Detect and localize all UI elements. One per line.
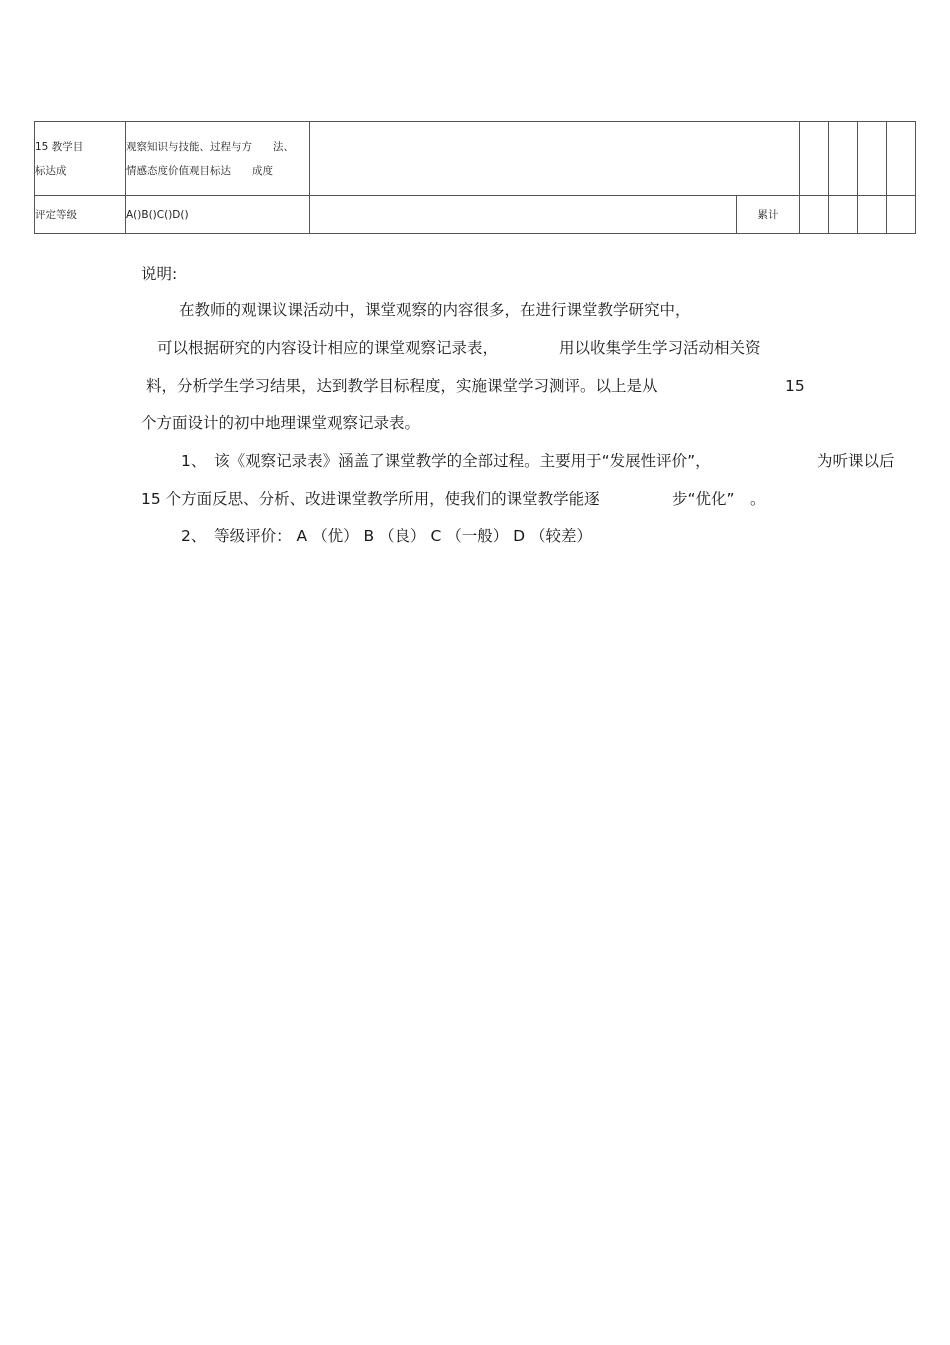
list-item-1-line2: 15 个方面反思、分析、改进课堂教学所用，使我们的课堂教学能逐	[141, 490, 600, 508]
total-label-cell: 累计	[737, 196, 800, 234]
grade-cell-d	[887, 122, 916, 196]
paragraph-line: 可以根据研究的内容设计相应的课堂观察记录表，	[157, 339, 499, 357]
list-item-1: 1、 该《观察记录表》涵盖了课堂教学的全部过程。主要用于“发展性评价”，	[181, 452, 711, 470]
total-cell-d	[887, 196, 916, 234]
grade-cell-a	[800, 122, 829, 196]
paragraph-line: 在教师的观课议课活动中，课堂观察的内容很多，在进行课堂教学研究中，	[179, 301, 691, 319]
notes-heading: 说明:	[141, 265, 178, 283]
row-description-cell	[126, 122, 310, 196]
paragraph-line: 料，分析学生学习结果，达到教学目标程度，实施课堂学习测评。以上是从	[146, 377, 658, 395]
total-cell-b	[829, 196, 858, 234]
grades-cell: A()B()C()D()	[126, 196, 310, 234]
rating-label-cell: 评定等级	[35, 196, 126, 234]
paragraph-line: 15	[785, 377, 805, 395]
row-label-line: 标达成	[35, 164, 67, 177]
table-row	[35, 122, 916, 196]
record-cell	[310, 122, 800, 196]
row-label-line: 15 教学目	[35, 140, 84, 153]
description-line: 情感态度价值观目标达 成度	[126, 164, 273, 177]
total-cell-a	[800, 196, 829, 234]
table-row	[35, 196, 916, 234]
rating-record-cell	[310, 196, 737, 234]
description-line: 观察知识与技能、过程与方 法、	[126, 140, 294, 153]
list-item-1-continued: 为听课以后	[817, 452, 895, 470]
grade-cell-b	[829, 122, 858, 196]
paragraph-line: 用以收集学生学习活动相关资	[559, 339, 761, 357]
list-item-1-line2-end: 步“优化” 。	[672, 490, 766, 508]
list-item-2: 2、 等级评价： A （优） B （良） C （一般） D （较差）	[181, 527, 593, 545]
paragraph-line: 个方面设计的初中地理课堂观察记录表。	[141, 414, 421, 432]
grade-cell-c	[858, 122, 887, 196]
total-cell-c	[858, 196, 887, 234]
observation-table	[34, 121, 916, 234]
row-label-cell	[35, 122, 126, 196]
